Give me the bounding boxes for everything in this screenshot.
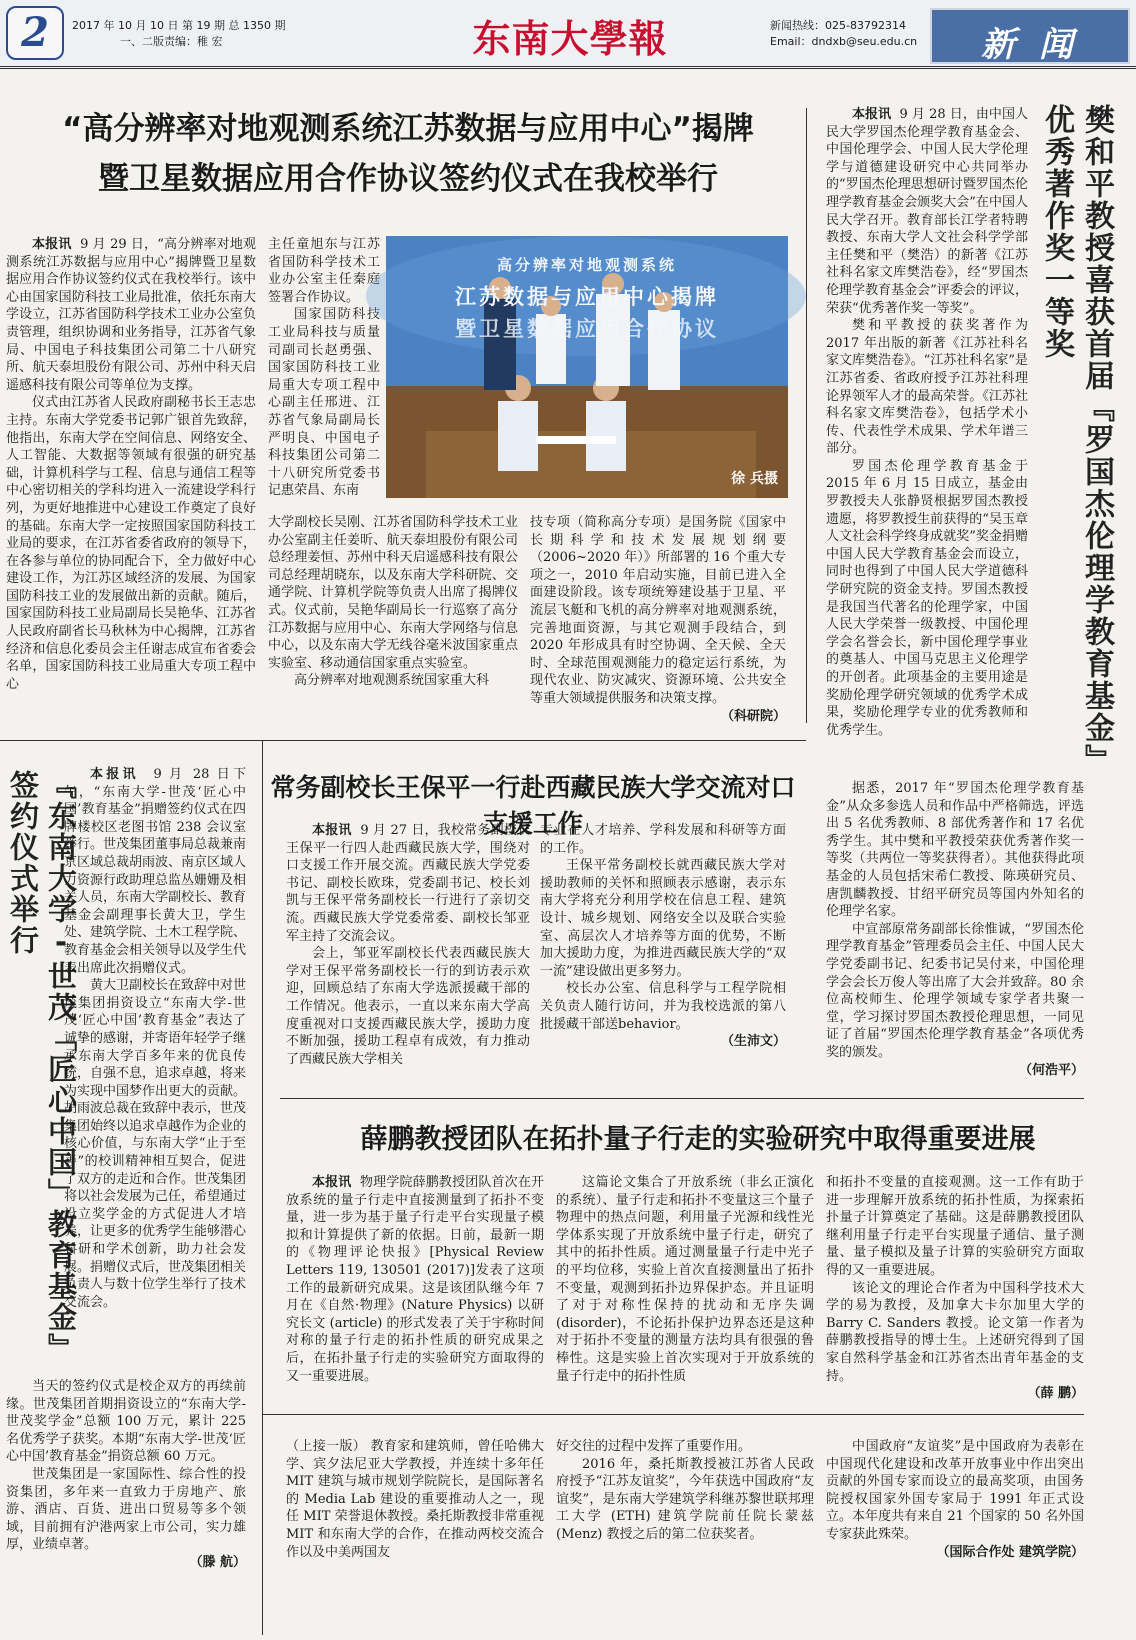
article6-col2 (556, 1438, 814, 1566)
article1-col1 (6, 236, 256, 714)
article-text: 罗国杰伦理学教育基金于 2015 年 6 月 15 日成立，基金由罗教授夫人张静贤根据罗国杰教授遗愿，将罗教授生前获得的“吴玉章人文社会科学终身成就奖”奖金捐赠中国人民大学教育基金会而设立，同时也得到了中国人民大学道德科学研究院的资金支持。罗国杰教授是我国当代著名的伦理学家，中国人民大学荣誉一级教授、中国伦理学会名誉会长，新中国伦理学事业的奠基人、中国马克思主义伦理学的开创者。此项基金的主要用途是奖励伦理学研究领域的优秀学术成果，奖励伦理学专业的优秀教师和优秀学生。 (826, 458, 1028, 738)
signature: （科研院） (720, 708, 786, 724)
photo-banner-text (386, 254, 788, 343)
article3-body-lower (6, 1378, 246, 1568)
article-text: 和拓扑不变量的直接观测。这一工作有助于进一步理解开放系统的拓扑性质，为探索拓扑量子计算奠定了基础。这是薛鹏教授团队继利用量子行走平台实现量子通信、量子测量、量子模拟及量子计算的实验研究方面取得的又一重要进展。 (826, 1175, 1084, 1278)
article2-body-wide (826, 780, 1084, 1080)
article2-title: 樊和平教授喜获首届『罗国杰伦理学教育基金』优秀著作奖一等奖 (1039, 104, 1114, 776)
article-text: 这篇论文集合了开放系统（非幺正演化的系统）、量子行走和拓扑不变量这三个量子物理中的热点问题，利用量子光源和线性光学体系实现了开放系统中量子行走，研究了其中的拓扑性质。通过测量量子行走中光子的平均位移，实验上首次直接测量出了拓扑不变量，观测到拓扑边界保护态。并且证明了对于对称性保持的扰动和无序失调 (disorder)，不论拓扑保护边界态还是这种对于拓扑不变量的测量方法均具有很强的鲁棒性。这是实验上首次实现对于开放系统的量子行走中的拓扑性质 (556, 1175, 814, 1384)
article1-bottom-col2 (530, 514, 786, 724)
article3-title: 『东南大学-世茂「匠心中国」教育基金』签约仪式举行 (6, 770, 78, 1364)
signature: （国际合作处 建筑学院） (936, 1544, 1084, 1560)
article3-body (64, 766, 246, 1376)
article-text: 仪式由江苏省人民政府副秘书长王志忠主持。东南大学党委书记郭广银首先致辞，他指出，东南大学在空间信息、网络安全、人工智能、大数据等领域有很强的研究基础，计算机科学与工程、信息与通信工程等中心密切相关的学科均进入一流建设学科行列，为更好地推进中心建设工作奠定了良好的基础。东南大学一定按照国家国防科技工业局的要求，在江苏省委省政府的领导下，在各参与单位的协同配合下，全力做好中心建设工作，为江苏区域经济的发展、为国家国防科技工业的发展做出新的贡献。随后，国家国防科技工业局副局长吴艳华、江苏省人民政府副省长马秋林为中心揭牌，江苏省经济和信息化委员会主任谢志成宣布省委会名单，国家国防科技工业局重大专项工程中心 (6, 395, 256, 692)
signature: （薛 鹏） (1027, 1386, 1084, 1402)
article4-col2 (540, 822, 786, 1070)
signature: （滕 航） (189, 1554, 246, 1570)
article5-col2 (556, 1174, 814, 1386)
article-text: 会上，邹亚军副校长代表西藏民族大学对王保平常务副校长一行的到访表示欢迎，回顾总结了东南大学选派援藏干部的工作情况。他表示，一直以来东南大学高度重视对口支援西藏民族大学，援助力度不断加强，援助工程卓有成效，有力推动了西藏民族大学相关 (286, 946, 530, 1067)
article-text: 高分辨率对地观测系统国家重大科 (294, 673, 490, 689)
photo-credit: 徐 兵摄 (731, 471, 778, 487)
article1-bottom-col1 (268, 514, 518, 714)
banner-line1: 高分辨率对地观测系统 (496, 256, 677, 274)
section-label: 新 闻 (981, 25, 1079, 65)
article5-col3 (826, 1174, 1084, 1402)
article4-col1 (286, 822, 530, 1070)
article1-title (18, 104, 798, 204)
article6-col1 (286, 1438, 544, 1566)
article5-col1 (286, 1174, 544, 1386)
article-text: 樊和平教授的获奖著作为 2017 年出版的新著《江苏社科名家文库樊浩卷》。“江苏社科名家”是江苏省委、省政府授予江苏社科理论界领军人才的最高荣誉。《江苏社科名家文库樊浩卷》，包括学术小传、代表性学术成果、学术年谱三部分。 (826, 318, 1028, 457)
article-text: （上接一版） 教育家和建筑师，曾任哈佛大学、宾夕法尼亚大学教授，并连续十多年任 MIT 建筑与城市规划学院院长，是国际著名的 Media Lab 建设的重要推动人之一，现任 MIT 荣誉退休教授。桑托斯教授非常重视 MIT 和东南大学的合作，在推动两校交流合作以及中美两国友 (286, 1439, 544, 1560)
masthead (0, 0, 1136, 69)
article-text: 主任童旭东与江苏省国防科学技术工业办公室主任秦庭签署合作协议。 (268, 237, 380, 305)
article-text: 9 月 29 日，“高分辨率对地观测系统江苏数据与应用中心”揭牌暨卫星数据应用合作协议签约仪式在我校举行。该中心由国家国防科技工业局批准，依托东南大学设立，江苏省国防科学技术工业办公室负责管理，组织协调和业务指导，江苏省气象局、中国电子科技集团公司第二十八研究所、航天泰坦股份有限公司、苏州中科天启遥感科技有限公司等单位为支撑。 (6, 237, 256, 393)
article-text: 2016 年，桑托斯教授被江苏省人民政府授予“江苏友谊奖”，今年获选中国政府“友谊奖”，是东南大学建筑学科继苏黎世联邦理工大学 (ETH) 建筑学院前任院长蒙兹 (Menz) 教授之后的第二位获奖者。 (556, 1456, 814, 1542)
page-number-badge (6, 6, 64, 60)
byline: 本报讯 (852, 107, 892, 122)
article1-col2 (268, 236, 380, 514)
hotline: 新闻热线：025-83792314 (770, 19, 906, 32)
byline: 本报讯 (312, 823, 352, 838)
article-text: 据悉，2017 年“罗国杰伦理学教育基金”从众多参选人员和作品中严格筛选，评选出 5 名优秀教师、8 部优秀著作和 17 名优秀学生。其中樊和平教授荣获优秀著作奖一等奖（共两位一等奖获得者）。其他获得此项基金的人员包括宋希仁教授、陈瑛研究员、唐凯麟教授、甘绍平研究员等国内外知名的伦理学名家。 (826, 781, 1084, 920)
signature: （生沛文） (720, 1034, 786, 1050)
date-line: 2017 年 10 月 10 日 第 19 期 总 1350 期 (72, 19, 286, 32)
byline: 本报讯 (90, 767, 139, 782)
signature: （何浩平） (1018, 1062, 1084, 1078)
article-text: 校长办公室、信息科学与工程学院相关负责人随行访问，并为我校选派的第八批援藏干部送behavior。 (540, 981, 786, 1032)
article5-title: 薛鹏教授团队在拓扑量子行走的实验研究中取得重要进展 (360, 1124, 1036, 1155)
article-text: 中国政府“友谊奖”是中国政府为表彰在中国现代化建设和改革开放事业中作出突出贡献的外国专家而设立的最高奖项，由国务院授权国家外国专家局于 1991 年正式设立。本年度共有来自 21 个国家的 50 名外国专家获此殊荣。 (826, 1439, 1084, 1542)
article-text: 该论文的理论合作者为中国科学技术大学的易为教授，及加拿大卡尔加里大学的 Barry C. Sanders 教授。论文第一作者为薛鹏教授指导的博士生。上述研究得到了国家自然科学基金和江苏省杰出青年基金的支持。 (826, 1280, 1084, 1384)
email: Email：dndxb@seu.edu.cn (770, 35, 918, 48)
article4-title: 常务副校长王保平一行赴西藏民族大学交流对口支援工作 (270, 773, 796, 838)
article-text: 物理学院薛鹏教授团队首次在开放系统的量子行走中直接测量到了拓扑不变量，进一步为基于量子行走平台实现量子模拟和计算提供了新的依据。日前，最新一期的《物理评论快报》[Physical Review Letters 119, 130501 (2017)]发表了这项工作的最新研究成果。这是该团队继今年 7 月在《自然·物理》(Nature Physics) 以研究长文 (article) 的形式发表了关于宇称时间对称的量子行走的拓扑性质的研究成果之后，在拓扑量子行走的实验研究方面取得的又一重要进展。 (286, 1175, 544, 1384)
article-text: 国家国防科技工业局科技与质量司副司长赵勇强、国家国防科技工业局重大专项工程中心副主任邢进、江苏省气象局副局长严明良、中国电子科技集团公司第二十八研究所党委书记惠荣昌、东南 (268, 307, 380, 499)
contact-info (770, 18, 917, 50)
article1-title-line1: “高分辨率对地观测系统江苏数据与应用中心”揭牌 (62, 111, 754, 147)
article-text: 9 月 28 日，由中国人民大学罗国杰伦理学教育基金会、中国伦理学会、中国人民大学伦理学与道德建设研究中心共同举办的“罗国杰伦理思想研讨暨罗国杰伦理学教育基金会颁奖大会”在中国人民大学召开。教育部长江学者特聘教授、东南大学人文社会科学学部主任樊和平（樊浩）的新著《江苏社科名家文库樊浩卷》，经“罗国杰伦理学教育基金会”评委会的评议，荣获“优秀著作奖一等奖”。 (826, 107, 1028, 316)
article1-title-line2: 暨卫星数据应用合作协议签约仪式在我校举行 (98, 161, 718, 197)
article-text: 王保平常务副校长就西藏民族大学对援助教师的关怀和照顾表示感谢，表示东南大学将充分利用学校在信息工程、建筑设计、城乡规划、网络安全以及联合实验室、高层次人才培养等方面的优势，不断加大援助力度，为推进西藏民族大学的“双一流”建设做出更多努力。 (540, 858, 786, 979)
article-text: 9 月 27 日，我校常务副校长王保平一行四人赴西藏民族大学，围绕对口支援工作开展交流。西藏民族大学党委书记、副校长欧珠，党委副书记、校长刘凯与王保平常务副校长一行进行了亲切交流。西藏民族大学党委常委、副校长邹亚军主持了交流会议。 (286, 823, 530, 944)
column-rule (806, 108, 807, 723)
article-text: 专业在人才培养、学科发展和科研等方面的工作。 (540, 823, 786, 856)
article-text: 当天的签约仪式是校企双方的再续前缘。世茂集团首期捐资设立的“东南大学-世茂奖学金”总额 100 万元，累计 225 名优秀学子获奖。本期“东南大学-世茂‘匠心中国’教育基金”捐资总额 60 万元。 (6, 1379, 246, 1465)
article-text: 大学副校长吴刚、江苏省国防科学技术工业办公室副主任姜昕、航天泰坦股份有限公司总经理姜恒、苏州中科天启遥感科技有限公司总经理胡晓东，以及东南大学科研院、交通学院、计算机学院等负责人出席了揭牌仪式。仪式前，吴艳华副局长一行巡察了高分江苏数据与应用中心、东南大学网络与信息中心，以及东南大学无线谷毫米波国家重点实验室、移动通信国家重点实验室。 (268, 515, 518, 671)
page-number: 2 (21, 9, 49, 56)
article-text: 世茂集团是一家国际性、综合性的投资集团，多年来一直致力于房地产、旅游、酒店、百货、进出口贸易等多个领域，目前拥有沪港两家上市公司，实力雄厚，业绩卓著。 (6, 1466, 246, 1553)
banner-line2: 江苏数据与应用中心揭牌 (455, 285, 719, 309)
article-text: 9 月 28 日下午，“东南大学-世茂‘匠心中国’教育基金”捐赠签约仪式在四牌楼校区老图书馆 238 会议室举行。世茂集团董事局总裁兼南京区域总裁胡雨波、南京区域人力资源行政助理总监丛姗姗及相关人员，东南大学副校长、教育基金会副理事长黄大卫，学生处、建筑学院、土木工程学院、教育基金会相关领导以及学生代表出席此次捐赠仪式。 (64, 767, 247, 976)
banner-line3: 暨卫星数据应用合作协议 (455, 317, 719, 341)
article-text: 黄大卫副校长在致辞中对世茂集团捐资设立“东南大学-世茂‘匠心中国’教育基金”表达了诚挚的感谢，并寄语年轻学子继承东南大学百多年来的优良传统，自强不息，追求卓越，将来为实现中国梦作出更大的贡献。胡雨波总裁在致辞中表示，世茂集团始终以追求卓越作为企业的核心价值，与东南大学“止于至善”的校训精神相互契合，促进了双方的走近和合作。世茂集团将以社会发展为己任，希望通过设立奖学金的方式促进人才培养，让更多的优秀学生能够潜心科研和学术创新，助力社会发展。捐赠仪式后，世茂集团相关负责人与数十位学生举行了技术交流会。 (64, 978, 247, 1310)
byline: 本报讯 (32, 237, 72, 252)
section-rule (280, 1098, 1084, 1099)
article-text: 中宣部原常务副部长徐惟诚，“罗国杰伦理学教育基金”管理委员会主任、中国人民大学党委副书记、纪委书记吴付来，中国伦理学会会长万俊人等出席了大会并致辞。80 余位高校师生、伦理学领域专家学者共聚一堂，学习探讨罗国杰教授伦理思想，一同见证了首届“罗国杰伦理学教育基金”各项优秀奖的颁发。 (826, 921, 1084, 1060)
article6-col3 (826, 1438, 1084, 1566)
paper-name-logo: 东南大學報 (472, 16, 668, 61)
ceremony-photo (386, 236, 788, 498)
section-rule (262, 1414, 1084, 1415)
editor-line: 一、二版责编：稚 宏 (120, 35, 223, 48)
section-rule (0, 740, 806, 741)
byline: 本报讯 (312, 1175, 352, 1190)
article-text: 好交往的过程中发挥了重要作用。 (556, 1439, 752, 1454)
article2-body (826, 106, 1028, 778)
column-rule (262, 740, 263, 1635)
article-text: 技专项（简称高分专项）是国务院《国家中长期科学和技术发展规划纲要（2006~2020 年）》所部署的 16 个重大专项之一，2010 年启动实施，目前已进入全面建设阶段。该专项统筹建设基于卫星、平流层飞艇和飞机的高分辨率对地观测系统，完善地面资源，与其它观测手段结合，到 2020 年形成具有时空协调、全天候、全天时、全球范围观测能力的稳定运行系统，为现代农业、防灾减灾、资源环境、公共安全等重大领域提供服务和决策支撑。 (530, 515, 786, 706)
section-badge (930, 8, 1130, 64)
issue-info (72, 18, 285, 50)
